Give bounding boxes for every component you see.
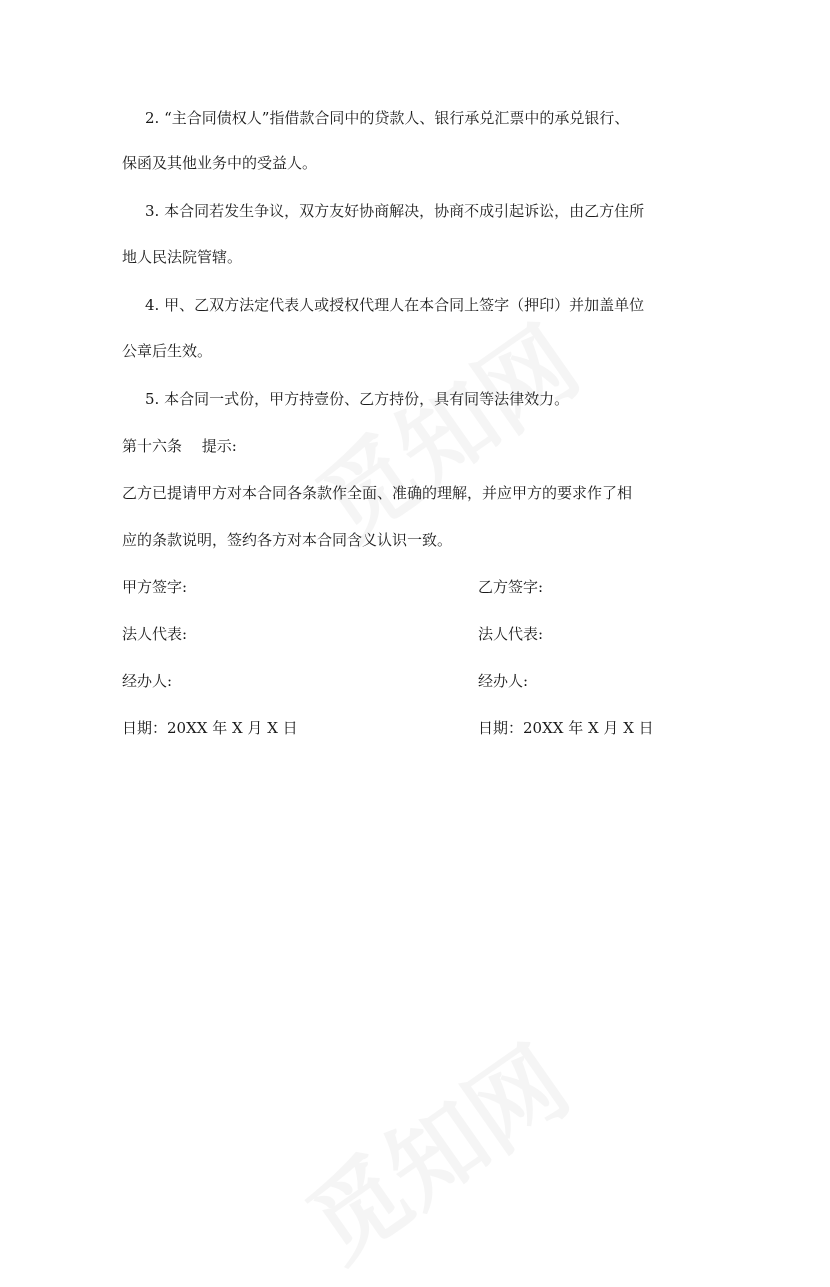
party-b-agent-label: 经办人: [478, 672, 529, 690]
party-a-signature-label: 甲方签字: [122, 578, 188, 596]
article-16-paragraph-line-1: 乙方已提请甲方对本合同各条款作全面、准确的理解，并应甲方的要求作了相 [122, 484, 633, 502]
watermark [287, 290, 601, 567]
clause-5-line-1: 5. 本合同一式份，甲方持壹份、乙方持份，具有同等法律效力。 [145, 390, 570, 408]
clause-2-line-2: 保函及其他业务中的受益人。 [122, 154, 318, 172]
party-a-agent-label: 经办人: [122, 672, 173, 690]
party-b-signature-label: 乙方签字: [478, 578, 544, 596]
party-b-representative-label: 法人代表: [478, 625, 544, 643]
clause-2-line-1: 2. “主合同债权人”指借款合同中的贷款人、银行承兑汇票中的承兑银行、 [145, 109, 630, 127]
clause-4-line-1: 4. 甲、乙双方法定代表人或授权代理人在本合同上签字（押印）并加盖单位 [145, 296, 645, 314]
article-16-heading: 第十六条 提示: [122, 437, 237, 455]
clause-3-line-1: 3. 本合同若发生争议，双方友好协商解决，协商不成引起诉讼，由乙方住所 [145, 202, 645, 220]
party-b-date: 日期：20XX 年 X 月 X 日 [478, 719, 654, 737]
party-a-date: 日期：20XX 年 X 月 X 日 [122, 719, 298, 737]
clause-3-line-2: 地人民法院管辖。 [122, 248, 243, 266]
party-a-representative-label: 法人代表: [122, 625, 188, 643]
watermark [277, 1010, 591, 1287]
clause-4-line-2: 公章后生效。 [122, 342, 213, 360]
article-16-paragraph-line-2: 应的条款说明，签约各方对本合同含义认识一致。 [122, 531, 453, 549]
